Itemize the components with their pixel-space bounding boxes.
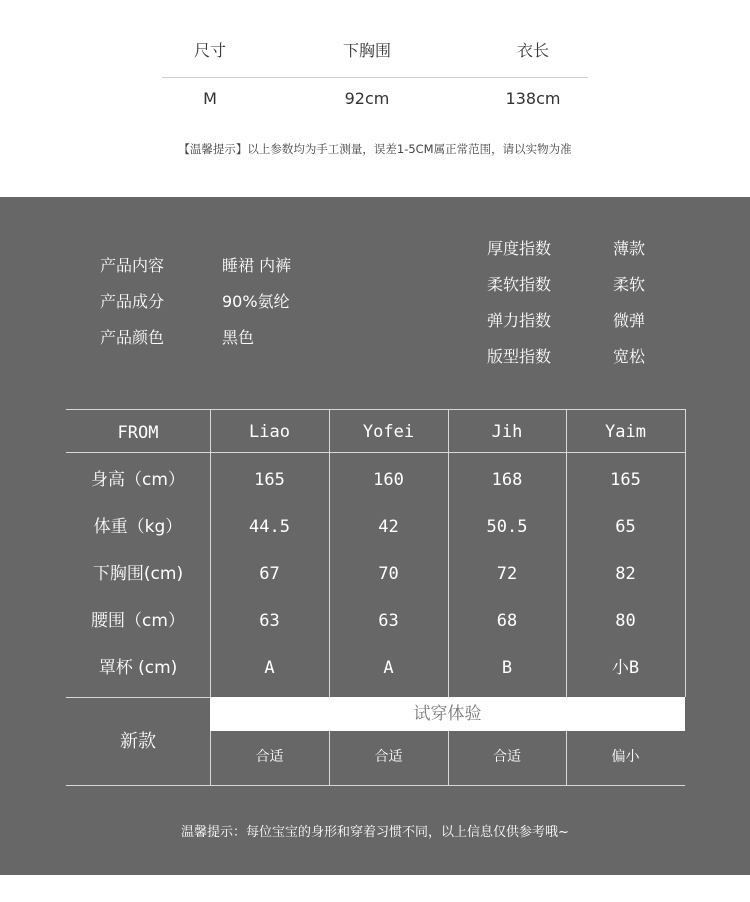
fit-jih: 合适	[493, 749, 521, 765]
index-value-softness: 柔软	[613, 275, 646, 294]
info-label-color: 产品颜色	[100, 328, 165, 347]
table-cell: 165	[254, 470, 285, 490]
table-cell: 50.5	[486, 517, 528, 537]
row-label-underbust: 下胸围(cm)	[92, 564, 184, 584]
length-value: 138cm	[505, 89, 561, 108]
table-cell: 68	[496, 611, 518, 631]
size-header-underbust: 下胸围	[342, 41, 391, 60]
table-cell: 80	[615, 611, 636, 631]
index-value-fit: 宽松	[613, 347, 646, 366]
fit-yaim: 偏小	[611, 749, 640, 765]
size-section	[0, 0, 750, 197]
bottom-spacer	[0, 875, 750, 902]
info-value-color: 黑色	[222, 328, 255, 347]
table-cell: 44.5	[249, 517, 290, 537]
info-label-content: 产品内容	[100, 256, 165, 275]
table-cell: 42	[378, 517, 399, 537]
bottom-tip: 温馨提示：每位宝宝的身形和穿着习惯不同，以上信息仅供参考哦~	[181, 825, 569, 840]
index-label-fit: 版型指数	[487, 347, 552, 366]
table-header-line	[66, 452, 685, 453]
fit-liao: 合适	[255, 749, 284, 765]
index-label-softness: 柔软指数	[487, 275, 552, 294]
table-cell: A	[383, 658, 394, 678]
info-value-content: 睡裙 内裤	[222, 256, 292, 275]
table-cell: 160	[373, 470, 404, 490]
row-label-height: 身高（cm）	[91, 470, 185, 490]
info-label-material: 产品成分	[100, 292, 165, 311]
size-header-size: 尺寸	[193, 41, 226, 60]
table-vline-4	[566, 409, 567, 697]
table-header-liao: Liao	[249, 422, 290, 442]
table-bottom-line	[66, 785, 685, 786]
table-cell: A	[264, 658, 275, 678]
index-label-elasticity: 弹力指数	[487, 311, 552, 330]
size-value: M	[203, 89, 217, 108]
table-cell: 165	[610, 470, 641, 490]
table-header-yofei: Yofei	[362, 422, 415, 442]
row-label-weight: 体重（kg）	[93, 517, 183, 537]
size-table-divider	[162, 77, 588, 78]
table-top-line	[66, 409, 685, 410]
row-label-cup: 罩杯 (cm)	[98, 658, 178, 678]
table-cell: 63	[378, 611, 399, 631]
table-cell: 65	[615, 517, 636, 537]
table-cell: 82	[615, 564, 636, 584]
table-header-yaim: Yaim	[605, 422, 646, 442]
table-vline-3	[448, 409, 449, 697]
trial-experience-title: 试穿体验	[210, 697, 685, 731]
table-vline-5	[685, 409, 686, 697]
table-cell: B	[501, 658, 513, 678]
index-value-thickness: 薄款	[613, 239, 646, 258]
underbust-value: 92cm	[344, 89, 390, 108]
table-header-from: FROM	[117, 423, 159, 443]
table-cell: 63	[259, 611, 280, 631]
table-cell: 70	[378, 564, 399, 584]
table-header-jih: Jih	[491, 422, 523, 442]
table-cell: 168	[491, 470, 523, 490]
new-style-label: 新款	[120, 731, 156, 752]
table-cell: 67	[259, 564, 280, 584]
index-label-thickness: 厚度指数	[487, 239, 552, 258]
table-rows-bottom-line	[66, 697, 210, 698]
info-value-material: 90%氨纶	[222, 292, 290, 311]
measurement-tip: 【温馨提示】以上参数均为手工测量，误差1-5CM属正常范围，请以实物为准	[178, 142, 572, 156]
size-table-header	[162, 36, 588, 66]
size-header-length: 衣长	[516, 41, 549, 60]
size-table-row	[162, 84, 588, 114]
index-value-elasticity: 微弹	[613, 311, 646, 330]
table-cell: 72	[496, 564, 518, 584]
fit-yofei: 合适	[374, 749, 403, 765]
table-vline-2	[329, 409, 330, 697]
table-cell: 小B	[611, 658, 640, 678]
row-label-waist: 腰围（cm）	[91, 611, 185, 631]
details-panel	[0, 197, 750, 875]
